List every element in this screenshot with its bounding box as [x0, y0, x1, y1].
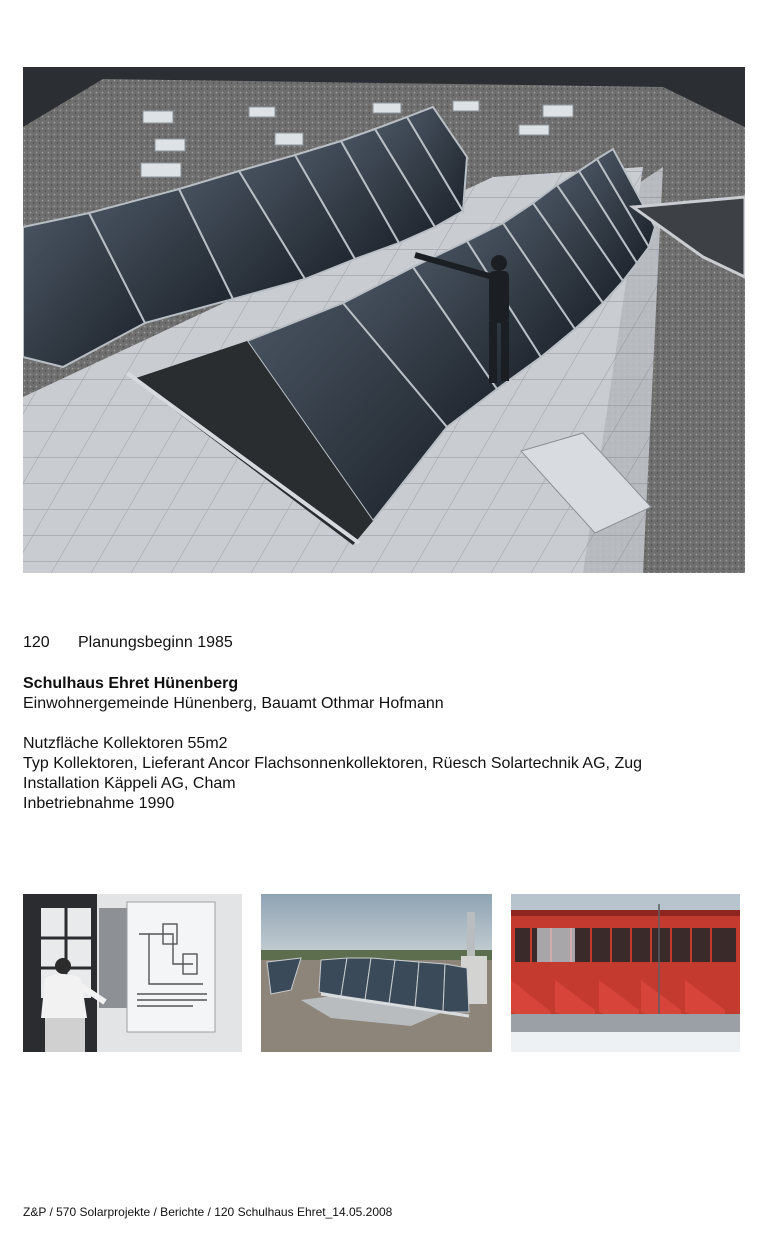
project-title: Schulhaus Ehret Hünenberg: [23, 675, 239, 692]
project-specs: [23, 734, 642, 814]
thumbnail-photo-school-facade: [511, 894, 740, 1052]
spec-collector-area: Nutzfläche Kollektoren 55m2: [23, 735, 228, 752]
project-line: [23, 633, 233, 653]
footer-path: Z&P / 570 Solarprojekte / Berichte / 120 Schulhaus Ehret_14.05.2008: [23, 1205, 393, 1219]
spec-commissioning: Inbetriebnahme 1990: [23, 795, 175, 812]
project-number: 120: [23, 634, 50, 651]
hero-photo-rooftop-collectors: [23, 67, 745, 573]
project-client: Einwohnergemeinde Hünenberg, Bauamt Othmar Hofmann: [23, 695, 444, 712]
spec-collector-type: Typ Kollektoren, Lieferant Ancor Flachsonnenkollektoren, Rüesch Solartechnik AG, Zug: [23, 755, 643, 772]
thumbnail-photo-roof-collectors: [261, 894, 492, 1052]
spec-installation: Installation Käppeli AG, Cham: [23, 775, 236, 792]
project-info: [23, 674, 444, 714]
thumbnail-photo-system-diagram: [23, 894, 242, 1052]
planning-start: Planungsbeginn 1985: [78, 634, 233, 651]
